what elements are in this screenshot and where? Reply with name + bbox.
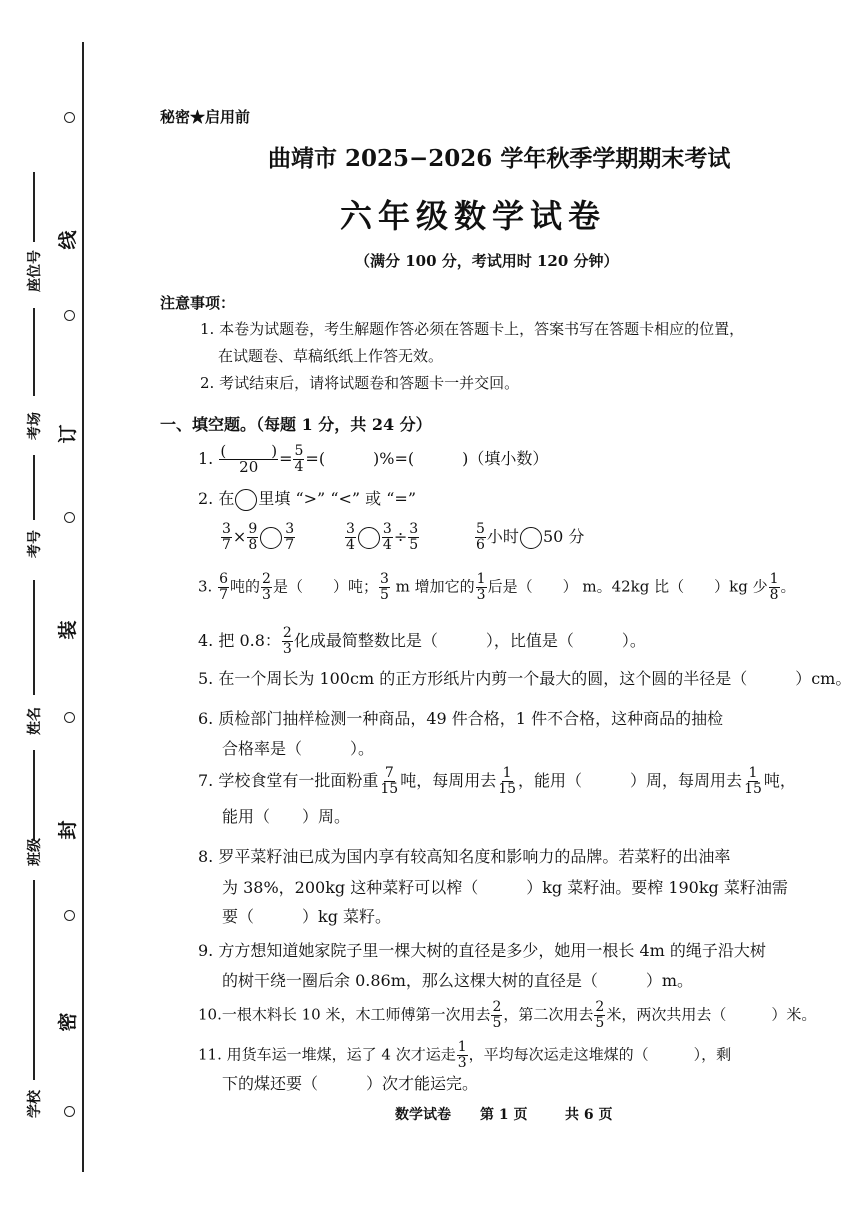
fraction: $\frac{( )}{20}$ [220,442,278,476]
binding-char-feng: 封 [57,820,79,840]
seat-label: 座位号 [27,250,43,292]
seat-field-line[interactable] [33,172,35,242]
room-field-line[interactable] [33,308,35,396]
class-label: 班级 [27,838,43,866]
q-number: 1. [198,449,214,468]
binding-char-zhuang: 装 [57,620,79,640]
section-heading: 一、填空题。（每题 1 分，共 24 分） [160,415,432,434]
question-2: 2. 在 里填 “>” “<” 或 “=” [198,488,416,511]
question-8-cont-2: 要（ ）kg 菜籽。 [222,907,392,926]
exam-number-field-line[interactable] [33,455,35,520]
question-8-cont-1: 为 38%，200kg 这种菜籽可以榨（ ）kg 菜籽油。要榨 190kg 菜籽油需 [222,878,788,897]
answer-blanks[interactable]: =( )%=( )（填小数） [305,449,549,468]
question-2-expr-3: $\frac{5}{6}$ 小时 50 分 [476,521,585,553]
question-10: 10.一根木料长 10 米，木工师傅第一次用去 $\frac{2}{5}$ ，第二次用去 $\frac{2}{5}$ 米，两次共用去（ ）米。 [198,999,817,1031]
compare-circle[interactable] [358,527,380,549]
binding-char-mi: 密 [57,1012,79,1032]
binding-hole [64,112,75,123]
compare-circle[interactable] [520,527,542,549]
exam-number-label: 考号 [27,530,43,558]
question-2-expr-1: $\frac{3}{7}$ × $\frac{9}{8}$ $\frac{3}{7}$ [222,521,295,553]
question-11-cont: 下的煤还要（ ）次才能运完。 [222,1074,479,1093]
notice-item-1-cont: 在试题卷、草稿纸纸上作答无效。 [218,347,444,365]
name-field-line[interactable] [33,580,35,695]
room-label: 考场 [27,412,43,440]
footer-subject: 数学试卷 [395,1107,451,1123]
binding-hole [64,910,75,921]
question-2-expr-2: $\frac{3}{4}$ $\frac{3}{4}$ ÷ $\frac{3}{5}$ [346,521,419,553]
notice-heading: 注意事项： [160,294,236,312]
binding-hole [64,712,75,723]
score-time-note: （满分 100 分，考试用时 120 分钟） [355,252,619,270]
exam-title: 曲靖市 2025−2026 学年秋季学期期末考试 [268,145,731,172]
school-label: 学校 [27,1090,43,1118]
question-9-cont: 的树干绕一圈后余 0.86m，那么这棵大树的直径是（ ）m。 [222,971,694,990]
binding-hole [64,310,75,321]
question-8: 8. 罗平菜籽油已成为国内享有较高知名度和影响力的品牌。若菜籽的出油率 [198,847,731,866]
fraction: $\frac{5}{4}$ [294,443,304,475]
question-6-cont: 合格率是（ ）。 [222,739,375,758]
school-field-line[interactable] [33,880,35,1080]
class-field-line[interactable] [33,750,35,840]
secret-label: 秘密★启用前 [160,108,251,126]
question-3: 3. $\frac{6}{7}$ 吨的 $\frac{2}{3}$ 是（ ）吨； $\frac{3}{5}$ m 增加它的 $\frac{1}{3}$ 后是（ ） m。42kg 比（ ）kg 少 $\frac{1}{8}$ 。 [198,571,796,603]
question-9: 9. 方方想知道她家院子里一棵大树的直径是多少，她用一根长 4m 的绳子沿大树 [198,941,766,960]
question-5: 5. 在一个周长为 100cm 的正方形纸片内剪一个最大的圆，这个圆的半径是（ ）cm。 [198,669,852,688]
question-6: 6. 质检部门抽样检测一种商品，49 件合格，1 件不合格，这种商品的抽检 [198,709,724,728]
question-7-cont: 能用（ ）周。 [222,807,351,826]
compare-circle[interactable] [235,489,257,511]
footer-page: 第 1 页 [480,1107,528,1123]
binding-char-xian: 线 [57,230,79,250]
name-label: 姓名 [27,707,43,735]
footer-total: 共 6 页 [565,1107,613,1123]
notice-item-1: 1. 本卷为试题卷，考生解题作答必须在答题卡上，答案书写在答题卡相应的位置， [200,320,745,338]
compare-circle[interactable] [260,527,282,549]
question-4: 4. 把 0.8： $\frac{2}{3}$ 化成最简整数比是（ ），比值是（ ）。 [198,625,646,657]
binding-hole [64,1106,75,1117]
question-7: 7. 学校食堂有一批面粉重 $\frac{7}{15}$ 吨，每周用去 $\frac{1}{15}$ ，能用（ ）周，每周用去 $\frac{1}{15}$ 吨， [198,765,796,797]
paper-subtitle: 六年级数学试卷 [340,197,607,235]
notice-item-2: 2. 考试结束后，请将试题卷和答题卡一并交回。 [200,374,520,392]
binding-char-ding: 订 [57,424,79,444]
question-1: 1. $\frac{( )}{20}$ = $\frac{5}{4}$ =( )%=( )（填小数） [198,442,549,476]
binding-hole [64,512,75,523]
binding-line [82,42,84,1172]
question-11: 11. 用货车运一堆煤，运了 4 次才运走 $\frac{1}{3}$ ，平均每次运走这堆煤的（ ），剩 [198,1039,732,1071]
